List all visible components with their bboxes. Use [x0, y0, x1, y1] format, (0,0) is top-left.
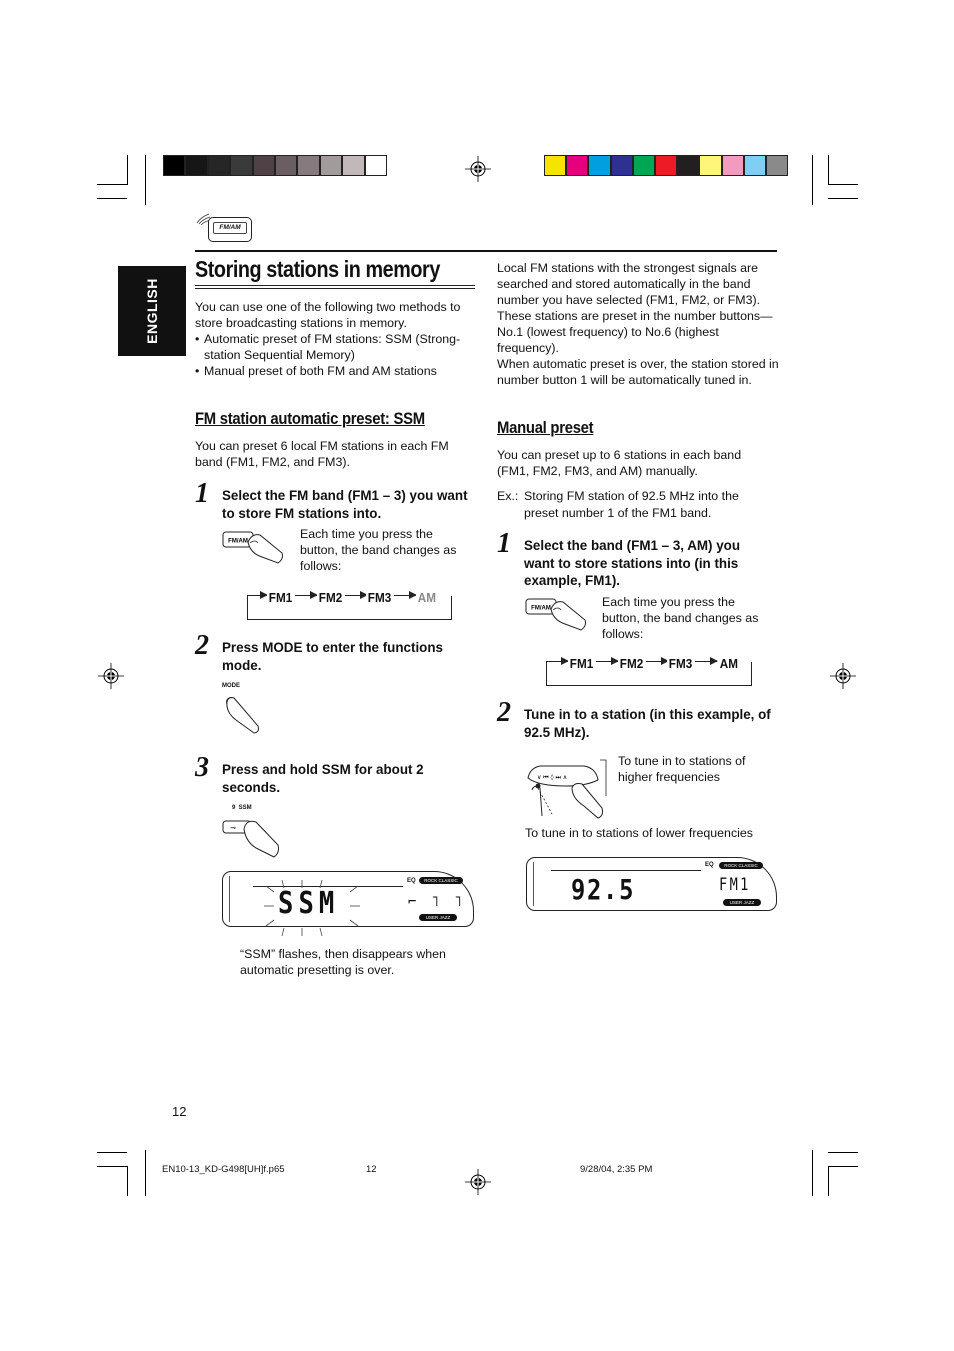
gray-swatch	[275, 155, 297, 176]
lcd-band: FM1	[719, 875, 751, 895]
color-swatch	[588, 155, 610, 176]
page-title: Storing stations in memory	[195, 256, 440, 282]
lcd-eq-label: EQ	[407, 878, 416, 884]
step-number: 1	[497, 528, 511, 559]
ssm-caption: “SSM” flashes, then disappears when automatic presetting is over.	[240, 947, 446, 977]
step-note: Each time you press the button, the band changes as follows:	[602, 595, 759, 641]
higher-frequencies-note: To tune in to stations of higher frequencies	[618, 754, 746, 784]
tuning-button-press-icon	[526, 758, 608, 820]
intro-paragraph: You can use one of the following two methods to store broadcasting stations in memory.	[195, 300, 461, 330]
registration-target-icon	[98, 663, 124, 689]
intro-bullet: • Automatic preset of FM stations: SSM (Strong-station Sequential Memory)	[195, 331, 480, 363]
fm-am-icon-label: FM/AM	[213, 222, 247, 234]
svg-text:FM/AM: FM/AM	[531, 605, 551, 612]
lcd-display-frequency	[526, 857, 777, 911]
registration-target-icon	[830, 663, 856, 689]
example-label: Ex.:	[497, 489, 519, 503]
gray-swatch	[163, 155, 185, 176]
mode-button-press-icon	[222, 692, 262, 734]
color-swatch	[722, 155, 744, 176]
ssm-intro: You can preset 6 local FM stations in each FM band (FM1, FM2, and FM3).	[195, 439, 449, 469]
title-underline	[195, 285, 475, 286]
intro-text	[195, 299, 480, 379]
step-text: Press and hold SSM for about 2 seconds.	[222, 762, 424, 795]
color-swatch	[611, 155, 633, 176]
step-number: 2	[497, 697, 511, 728]
svg-text:FM/AM: FM/AM	[228, 538, 248, 545]
step-number: 1	[195, 478, 209, 509]
step-note: Each time you press the button, the band changes as follows:	[300, 527, 457, 573]
language-tab	[118, 266, 186, 356]
registration-target-icon	[465, 156, 491, 182]
footer-file: EN10-13_KD-G498[UH]f.p65	[162, 1164, 285, 1175]
color-swatch	[766, 155, 788, 176]
fm-am-button-press-icon	[222, 527, 284, 565]
color-swatch	[544, 155, 566, 176]
band-sequence	[247, 592, 452, 620]
band-label: FM1	[268, 590, 293, 605]
step-text: Select the band (FM1 – 3, AM) you want to store stations into (in this example, FM1).	[524, 538, 741, 588]
step-text: Press MODE to enter the functions mode.	[222, 640, 443, 673]
lcd-rock-classic: ROCK CLASSIC	[719, 862, 763, 869]
lcd-user-jazz: USER JAZZ	[723, 899, 761, 906]
band-label: FM1	[569, 656, 594, 671]
gray-swatch	[230, 155, 252, 176]
manual-preset-heading: Manual preset	[497, 419, 594, 437]
lcd-ssm-text: SSM	[278, 886, 340, 921]
ssm-heading: FM station automatic preset: SSM	[195, 410, 425, 428]
fm-am-band-icon	[208, 217, 252, 242]
band-sequence	[546, 658, 752, 686]
step-text: Tune in to a station (in this example, of 92.5 MHz).	[524, 707, 771, 740]
lcd-display-ssm: EQ ROCK CLASSIC USER JAZZ SSM ⌐ ˥ ˥	[222, 871, 474, 927]
manual-intro: You can preset up to 6 stations in each band (FM1, FM2, FM3, and AM) manually.	[497, 448, 742, 478]
color-swatch	[655, 155, 677, 176]
band-label: FM3	[367, 590, 392, 605]
band-label: FM2	[318, 590, 343, 605]
gray-swatch	[342, 155, 364, 176]
step-number: 3	[195, 752, 209, 783]
title-underline	[195, 288, 475, 289]
svg-text:⊸: ⊸	[230, 825, 236, 832]
mode-label: MODE	[222, 683, 240, 689]
lcd-eq-label: EQ	[705, 862, 714, 868]
gray-swatch	[185, 155, 207, 176]
ssm-label: SSM	[238, 805, 252, 811]
band-label-am: AM	[417, 590, 436, 605]
color-swatch	[677, 155, 699, 176]
svg-text:∨ ⏮ ◊ ⏭ ∧: ∨ ⏮ ◊ ⏭ ∧	[537, 774, 568, 781]
gray-swatch	[208, 155, 230, 176]
lower-frequencies-note: To tune in to stations of lower frequencies	[525, 826, 753, 840]
footer-page: 12	[366, 1164, 377, 1175]
lcd-rock-classic: ROCK CLASSIC	[419, 877, 463, 884]
step-text: Select the FM band (FM1 – 3) you want to store FM stations into.	[222, 488, 468, 521]
lcd-frequency: 92.5	[571, 873, 636, 906]
page-number: 12	[172, 1104, 187, 1119]
step-number: 2	[195, 630, 209, 661]
gray-swatch	[253, 155, 275, 176]
example-text: Storing FM station of 92.5 MHz into the preset number 1 of the FM1 band.	[524, 489, 739, 520]
lcd-user-jazz: USER JAZZ	[419, 914, 457, 921]
band-label: AM	[719, 656, 738, 671]
ssm-description: Local FM stations with the strongest signals are searched and stored automatically in the band number you have selected (FM1, FM2, or FM3). These stations are preset in the number buttons—No.1 (lowest frequency) to No.6 (highest frequency). When automatic preset is over, the station stored in number button 1 will be automatically tuned in.	[497, 261, 779, 387]
color-swatch	[744, 155, 766, 176]
color-swatch	[699, 155, 721, 176]
gray-swatch	[320, 155, 342, 176]
color-swatch	[633, 155, 655, 176]
footer-date: 9/28/04, 2:35 PM	[580, 1164, 653, 1175]
language-tab-label: ENGLISH	[144, 278, 160, 344]
band-label: FM3	[668, 656, 693, 671]
flashing-rays-icon	[262, 878, 362, 938]
registration-target-icon	[465, 1169, 491, 1195]
ssm-button-label: 9 SSM	[232, 805, 252, 811]
gray-swatch	[365, 155, 387, 176]
fm-am-button-press-icon	[525, 594, 587, 632]
band-label: FM2	[619, 656, 644, 671]
gray-swatch	[297, 155, 319, 176]
header-rule	[195, 250, 777, 252]
intro-bullet: • Manual preset of both FM and AM stations	[195, 363, 480, 379]
ssm-button-press-icon	[222, 815, 282, 859]
color-swatch	[566, 155, 588, 176]
